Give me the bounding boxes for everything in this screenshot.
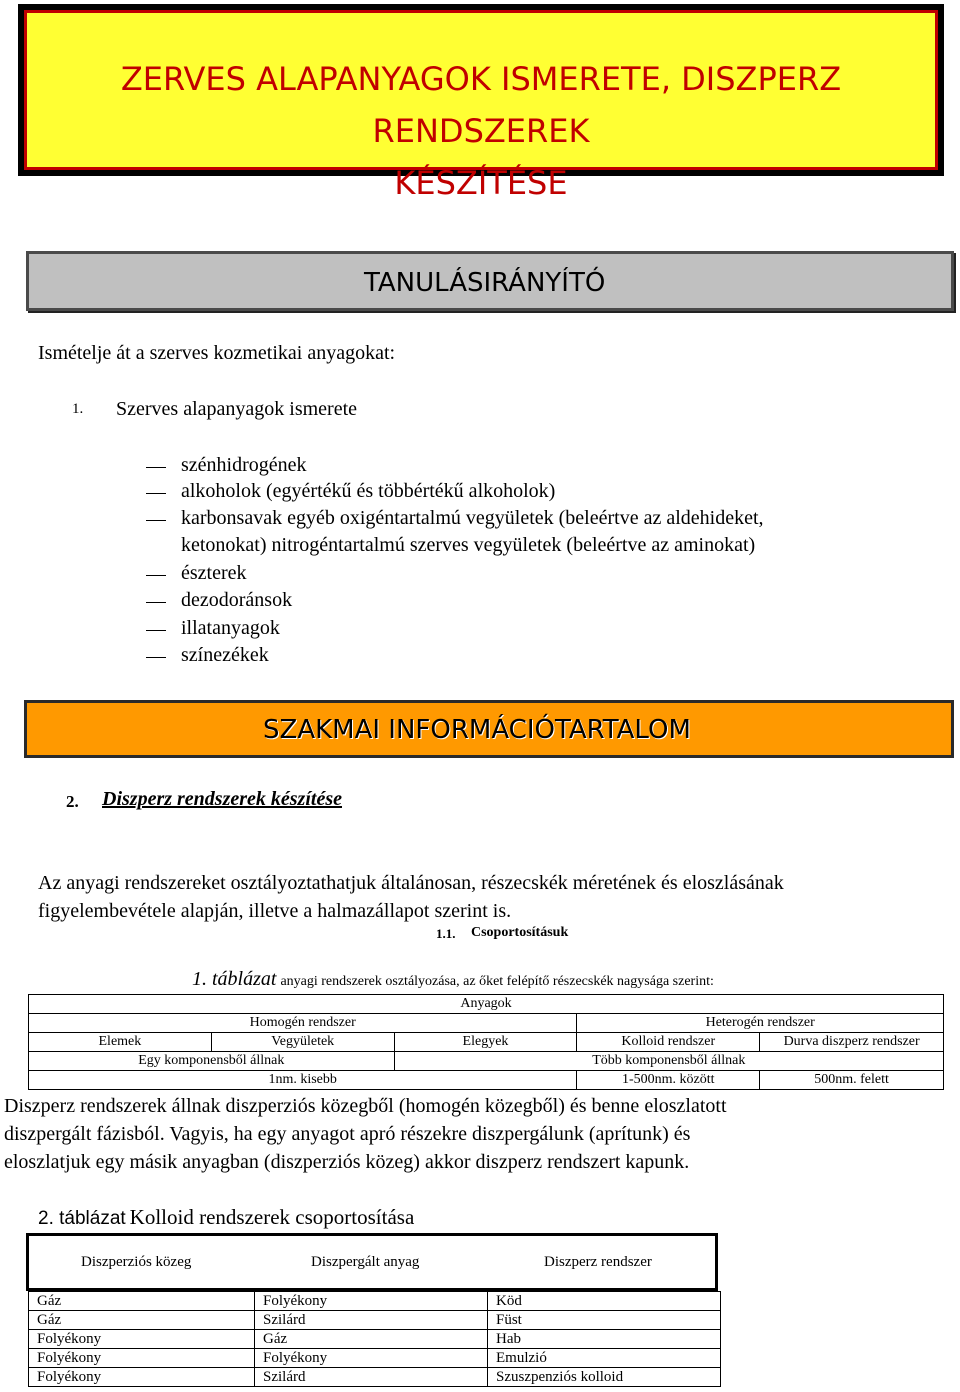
particle-size-table	[28, 994, 944, 1090]
list-item-1: Szerves alapanyagok ismerete	[116, 398, 358, 420]
colloid-table	[28, 1291, 721, 1387]
table-row	[29, 1052, 944, 1071]
paragraph-line: Az anyagi rendszereket osztályoztathatjuk általánosan, részecskék méretének és eloszlásának	[38, 872, 784, 894]
subheading-number: 1.1.	[436, 926, 456, 941]
info-heading-bar	[24, 700, 954, 758]
table-row	[29, 1368, 721, 1387]
dash-bullet	[146, 657, 166, 658]
table-cell: Folyékony	[29, 1368, 255, 1387]
paragraph-line: figyelembevétele alapján, illetve a halmazállapot szerint is.	[38, 900, 512, 922]
table-cell: Kolloid rendszer	[577, 1033, 760, 1052]
table-cell: Anyagok	[29, 995, 944, 1014]
section-number: 2.	[66, 792, 79, 811]
table-cell: Köd	[488, 1292, 721, 1311]
dash-bullet	[146, 520, 166, 521]
table-cell: Emulzió	[488, 1349, 721, 1368]
table-cell: Heterogén rendszer	[577, 1014, 944, 1033]
table-cell: Szilárd	[255, 1311, 488, 1330]
dash-bullet	[146, 630, 166, 631]
table-row	[29, 995, 944, 1014]
table-cell: Durva diszperz rendszer	[760, 1033, 944, 1052]
table-row	[29, 1330, 721, 1349]
table-cell: Több komponensből állnak	[394, 1052, 943, 1071]
colloid-table-header	[26, 1233, 718, 1291]
table-cell: Elemek	[29, 1033, 212, 1052]
table-cell: Folyékony	[255, 1292, 488, 1311]
table-cell: Folyékony	[29, 1330, 255, 1349]
bullet-item-continued: ketonokat) nitrogéntartalmú szerves vegyületek (beleértve az aminokat)	[181, 534, 756, 556]
table-cell: 500nm. felett	[760, 1071, 944, 1090]
page-title-line2: KÉSZÍTÉSE	[394, 164, 568, 202]
table-cell: Szuszpenziós kolloid	[488, 1368, 721, 1387]
table-row	[29, 1014, 944, 1033]
guide-heading: TANULÁSIRÁNYÍTÓ	[364, 268, 606, 298]
table1-caption-text: anyagi rendszerek osztályozása, az őket felépítő részecskék nagysága szerint:	[280, 974, 714, 989]
bullet-item: színezékek	[181, 644, 269, 666]
table-row	[29, 1292, 721, 1311]
table-cell: Szilárd	[255, 1368, 488, 1387]
table2-caption-text: Kolloid rendszerek csoportosítása	[129, 1205, 415, 1229]
list-number-1: 1.	[72, 401, 84, 417]
page-title	[27, 53, 935, 209]
table-cell: Füst	[488, 1311, 721, 1330]
paragraph-line: eloszlatjuk egy másik anyagban (diszperziós közeg) akkor diszperz rendszert kapunk.	[4, 1151, 690, 1173]
bullet-item: karbonsavak egyéb oxigéntartalmú vegyületek (beleértve az aldehideket,	[181, 507, 764, 529]
table-cell: Vegyületek	[211, 1033, 394, 1052]
paragraph-line: diszpergált fázisból. Vagyis, ha egy anyagot apró részekre diszpergálunk (aprítunk) és	[4, 1123, 691, 1145]
section-heading: Diszperz rendszerek készítése	[102, 788, 342, 810]
guide-heading-bar	[26, 251, 954, 311]
table-header-cell: Diszperz rendszer	[544, 1254, 652, 1270]
table-cell: Folyékony	[29, 1349, 255, 1368]
info-heading: SZAKMAI INFORMÁCIÓTARTALOM	[263, 715, 691, 745]
table1-caption-prefix: 1. táblázat	[192, 968, 277, 990]
table2-caption	[38, 1205, 414, 1230]
table-cell: 1nm. kisebb	[29, 1071, 577, 1090]
table-header-cell: Diszpergált anyag	[311, 1254, 420, 1270]
intro-text: Ismételje át a szerves kozmetikai anyagokat:	[38, 342, 396, 364]
table-cell: Gáz	[29, 1311, 255, 1330]
dash-bullet	[146, 602, 166, 603]
bullet-item: alkoholok (egyértékű és többértékű alkoholok)	[181, 480, 556, 502]
table1-caption	[192, 968, 714, 991]
table-cell: Hab	[488, 1330, 721, 1349]
paragraph-line: Diszperz rendszerek állnak diszperziós közegből (homogén közegből) és benne eloszlatott	[4, 1095, 727, 1117]
page-title-line1: ZERVES ALAPANYAGOK ISMERETE, DISZPERZ RENDSZEREK	[120, 60, 842, 150]
table-row	[29, 1349, 721, 1368]
bullet-item: szénhidrogének	[181, 454, 307, 476]
table-cell: Elegyek	[394, 1033, 577, 1052]
table-cell: Folyékony	[255, 1349, 488, 1368]
subheading-label: Csoportosításuk	[471, 925, 569, 940]
table-cell: Egy komponensből állnak	[29, 1052, 395, 1071]
table-cell: Gáz	[29, 1292, 255, 1311]
bullet-item: illatanyagok	[181, 617, 280, 639]
table-row	[29, 1071, 944, 1090]
table-row	[29, 1033, 944, 1052]
table2-caption-prefix: 2. táblázat	[38, 1208, 126, 1229]
dash-bullet	[146, 493, 166, 494]
dash-bullet	[146, 467, 166, 468]
table-cell: Homogén rendszer	[29, 1014, 577, 1033]
table-header-cell: Diszperziós közeg	[81, 1254, 192, 1270]
title-banner	[18, 4, 944, 202]
title-banner-inner	[24, 10, 938, 202]
bullet-item: dezodoránsok	[181, 589, 293, 611]
table-cell: Gáz	[255, 1330, 488, 1349]
table-row	[29, 1311, 721, 1330]
table-cell: 1-500nm. között	[577, 1071, 760, 1090]
dash-bullet	[146, 575, 166, 576]
bullet-item: észterek	[181, 562, 247, 584]
